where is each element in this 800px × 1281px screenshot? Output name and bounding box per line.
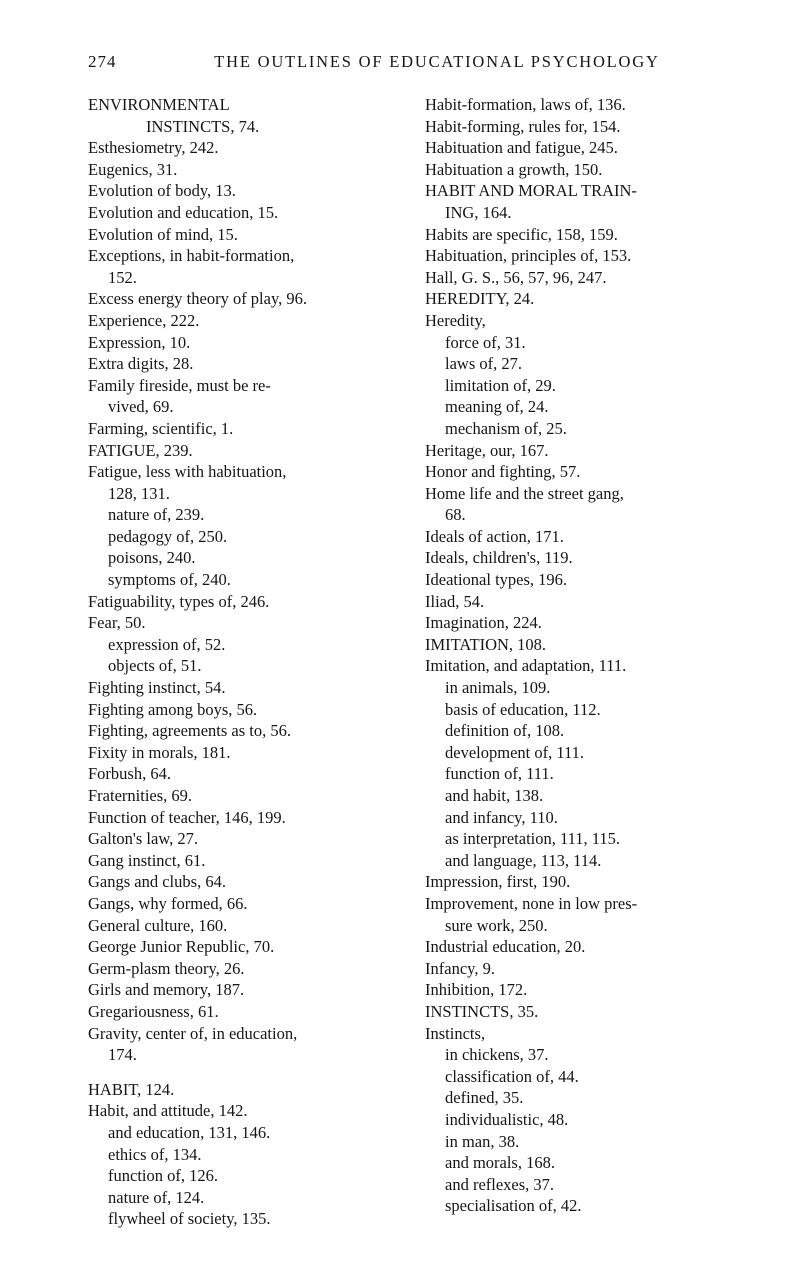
index-entry: Ideational types, 196. — [425, 570, 568, 590]
index-entry: Farming, scientific, 1. — [88, 418, 234, 438]
index-entry: mechanism of, 25. — [445, 418, 567, 438]
index-entry: ING, 164. — [445, 202, 512, 222]
index-entry: Impression, first, 190. — [425, 872, 571, 892]
index-entry: Gangs, why formed, 66. — [88, 893, 248, 913]
index-entry: specialisation of, 42. — [445, 1196, 582, 1216]
index-entry: Habituation, principles of, 153. — [425, 246, 632, 266]
index-entry: HEREDITY, 24. — [425, 289, 535, 309]
index-entry: Fatiguability, types of, 246. — [88, 591, 270, 611]
index-entry: Exceptions, in habit-formation, — [88, 246, 295, 266]
index-entry: Eugenics, 31. — [88, 159, 178, 179]
index-entry: INSTINCTS, 35. — [425, 1001, 539, 1021]
index-entry: Function of teacher, 146, 199. — [88, 807, 286, 827]
index-entry: Industrial education, 20. — [425, 937, 586, 957]
index-entry: defined, 35. — [445, 1088, 524, 1108]
index-entry: INSTINCTS, 74. — [146, 116, 260, 136]
index-entry: function of, 111. — [445, 764, 554, 784]
index-entry: General culture, 160. — [88, 915, 228, 935]
index-entry: Gang instinct, 61. — [88, 850, 206, 870]
index-entry: development of, 111. — [445, 742, 584, 762]
index-entry: Germ-plasm theory, 26. — [88, 958, 245, 978]
index-entry: Esthesiometry, 242. — [88, 138, 219, 158]
index-entry: meaning of, 24. — [445, 397, 549, 417]
index-entry: Habit-forming, rules for, 154. — [425, 116, 621, 136]
index-entry: individualistic, 48. — [445, 1109, 569, 1129]
index-entry: Habits are specific, 158, 159. — [425, 224, 618, 244]
index-entry: ethics of, 134. — [108, 1144, 202, 1164]
index-entry: Inhibition, 172. — [425, 980, 528, 1000]
index-column-right — [425, 94, 746, 1230]
index-entry: symptoms of, 240. — [108, 570, 231, 590]
index-entry: Evolution and education, 15. — [88, 202, 279, 222]
index-entry: Girls and memory, 187. — [88, 980, 245, 1000]
index-entry: in chickens, 37. — [445, 1045, 549, 1065]
index-entry: Habit, and attitude, 142. — [88, 1101, 248, 1121]
index-entry: and reflexes, 37. — [445, 1174, 555, 1194]
index-entry: Gregariousness, 61. — [88, 1001, 219, 1021]
index-entry: Heritage, our, 167. — [425, 440, 549, 460]
index-columns — [88, 94, 746, 1230]
index-entry: vived, 69. — [108, 397, 174, 417]
index-entry: and morals, 168. — [445, 1153, 555, 1173]
index-entry: nature of, 239. — [108, 505, 205, 525]
index-entry: poisons, 240. — [108, 548, 196, 568]
index-entry: basis of education, 112. — [445, 699, 601, 719]
index-entry: Evolution of body, 13. — [88, 181, 236, 201]
index-entry: definition of, 108. — [445, 721, 565, 741]
index-entry: Infancy, 9. — [425, 958, 495, 978]
index-entry: Instincts, — [425, 1023, 486, 1043]
index-entry: Experience, 222. — [88, 310, 200, 330]
index-entry: Improvement, none in low pres- — [425, 893, 638, 913]
index-entry: 68. — [445, 505, 466, 525]
index-entry: pedagogy of, 250. — [108, 526, 228, 546]
index-column-left — [88, 94, 409, 1230]
index-entry: George Junior Republic, 70. — [88, 937, 275, 957]
index-entry: sure work, 250. — [445, 915, 548, 935]
index-entry: objects of, 51. — [108, 656, 202, 676]
index-entry: expression of, 52. — [108, 634, 226, 654]
index-entry: and language, 113, 114. — [445, 850, 602, 870]
index-entry: and infancy, 110. — [445, 807, 558, 827]
index-entry: classification of, 44. — [445, 1066, 579, 1086]
index-entry: Fear, 50. — [88, 613, 146, 633]
index-entry: Habit-formation, laws of, 136. — [425, 95, 626, 114]
index-entry: in man, 38. — [445, 1131, 520, 1151]
index-entry: as interpretation, 111, 115. — [445, 829, 621, 849]
index-entry: in animals, 109. — [445, 678, 551, 698]
index-entry: Forbush, 64. — [88, 764, 171, 784]
running-title: THE OUTLINES OF EDUCATIONAL PSYCHOLOGY — [214, 52, 660, 71]
index-entry: 152. — [108, 267, 137, 287]
index-entry: Ideals of action, 171. — [425, 526, 564, 546]
index-entry: function of, 126. — [108, 1166, 218, 1186]
index-entry: laws of, 27. — [445, 354, 522, 374]
index-entry: Fighting instinct, 54. — [88, 678, 226, 698]
index-entry: Fixity in morals, 181. — [88, 742, 231, 762]
index-entry: nature of, 124. — [108, 1187, 205, 1207]
running-head — [88, 52, 746, 78]
section-gap — [88, 1066, 409, 1079]
index-entry: Expression, 10. — [88, 332, 191, 352]
index-entry: Imagination, 224. — [425, 613, 542, 633]
index-entry: and education, 131, 146. — [108, 1122, 271, 1142]
index-entry: Hall, G. S., 56, 57, 96, 247. — [425, 267, 607, 287]
index-entry: Home life and the street gang, — [425, 483, 624, 503]
index-entry: Extra digits, 28. — [88, 354, 194, 374]
index-entry: Excess energy theory of play, 96. — [88, 289, 308, 309]
index-entry: flywheel of society, 135. — [108, 1209, 271, 1229]
index-entry: force of, 31. — [445, 332, 526, 352]
index-entry: Fatigue, less with habituation, — [88, 462, 287, 482]
index-entry: Gravity, center of, in education, — [88, 1023, 298, 1043]
index-entry: Evolution of mind, 15. — [88, 224, 238, 244]
index-entry: 128, 131. — [108, 483, 170, 503]
index-entry: Fighting, agreements as to, 56. — [88, 721, 292, 741]
index-entry: Honor and fighting, 57. — [425, 462, 581, 482]
index-entry: and habit, 138. — [445, 786, 544, 805]
index-entry: HABIT, 124. — [88, 1079, 175, 1099]
index-entry: Fighting among boys, 56. — [88, 699, 258, 719]
page-number: 274 — [88, 52, 117, 71]
index-entry: Habituation and fatigue, 245. — [425, 138, 618, 158]
index-entry: Ideals, children's, 119. — [425, 548, 573, 568]
index-entry: limitation of, 29. — [445, 375, 556, 395]
index-entry: Fraternities, 69. — [88, 786, 193, 805]
index-entry: Family fireside, must be re- — [88, 375, 271, 395]
index-entry: HABIT AND MORAL TRAIN- — [425, 181, 637, 201]
index-entry: Galton's law, 27. — [88, 829, 199, 849]
index-entry: Heredity, — [425, 310, 486, 330]
index-entry: IMITATION, 108. — [425, 634, 547, 654]
index-entry: Habituation a growth, 150. — [425, 159, 603, 179]
index-entry: Imitation, and adaptation, 111. — [425, 656, 627, 676]
index-entry: ENVIRONMENTAL — [88, 95, 230, 114]
index-entry: Iliad, 54. — [425, 591, 485, 611]
index-entry: FATIGUE, 239. — [88, 440, 193, 460]
index-entry: Gangs and clubs, 64. — [88, 872, 226, 892]
index-entry: 174. — [108, 1045, 137, 1065]
